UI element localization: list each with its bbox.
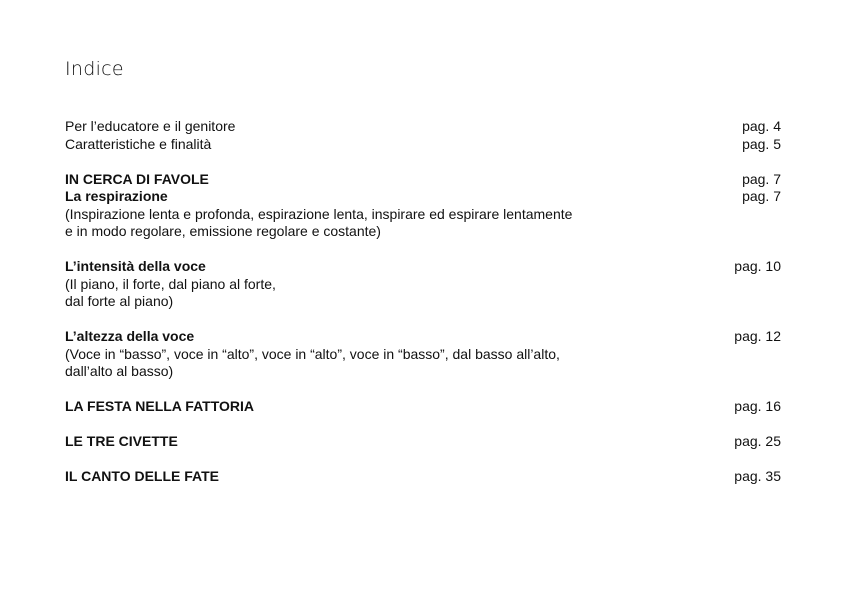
toc-section-label: LA FESTA NELLA FATTORIA (65, 398, 254, 414)
toc-entry-label: Caratteristiche e finalità (65, 135, 212, 152)
toc-section-label: IL CANTO DELLE FATE (65, 468, 220, 484)
toc-entry-description: e in modo regolare, emissione regolare e costante) (65, 223, 381, 239)
table-of-contents (65, 118, 781, 486)
toc-entry-page: pag. 10 (734, 258, 781, 274)
toc-entry-page: pag. 25 (734, 433, 781, 449)
toc-section-label: IN CERCA DI FAVOLE (65, 170, 209, 187)
toc-section[interactable] (65, 171, 781, 189)
toc-entry-page: pag. 7 (742, 188, 781, 204)
section-spacer (65, 311, 781, 329)
toc-entry-description: dall’alto al basso) (65, 363, 174, 379)
toc-entry-description: (Il piano, il forte, dal piano al forte, (65, 275, 276, 292)
toc-section-label: LE TRE CIVETTE (65, 433, 178, 449)
toc-entry-description: (Inspirazione lenta e profonda, espirazione lenta, inspirare ed espirare lentamente (65, 205, 573, 222)
toc-entry[interactable] (65, 188, 781, 206)
toc-entry-page: pag. 5 (742, 135, 781, 152)
toc-entry-label: La respirazione (65, 188, 168, 204)
toc-section[interactable] (65, 468, 781, 486)
toc-entry-page: pag. 35 (734, 468, 781, 484)
section-spacer (65, 153, 781, 171)
toc-entry[interactable] (65, 258, 781, 276)
section-spacer (65, 241, 781, 259)
toc-entry-page: pag. 12 (734, 328, 781, 344)
toc-section[interactable] (65, 433, 781, 451)
toc-section[interactable] (65, 398, 781, 416)
toc-entry-description: (Voce in “basso”, voce in “alto”, voce in “alto”, voce in “basso”, dal basso all’alto, (65, 345, 560, 362)
toc-entry[interactable] (65, 136, 781, 154)
toc-entry-label: L’altezza della voce (65, 328, 195, 344)
toc-entry-page: pag. 16 (734, 398, 781, 414)
toc-entry-label: Per l’educatore e il genitore (65, 118, 236, 134)
section-spacer (65, 381, 781, 399)
toc-entry-description: dal forte al piano) (65, 293, 174, 309)
section-spacer (65, 451, 781, 469)
toc-entry[interactable] (65, 328, 781, 346)
toc-entry-page: pag. 7 (742, 170, 781, 187)
toc-entry-label: L’intensità della voce (65, 258, 206, 274)
toc-entry[interactable] (65, 118, 781, 136)
toc-entry-page: pag. 4 (742, 118, 781, 134)
page-title: Indice (65, 58, 124, 80)
section-spacer (65, 416, 781, 434)
